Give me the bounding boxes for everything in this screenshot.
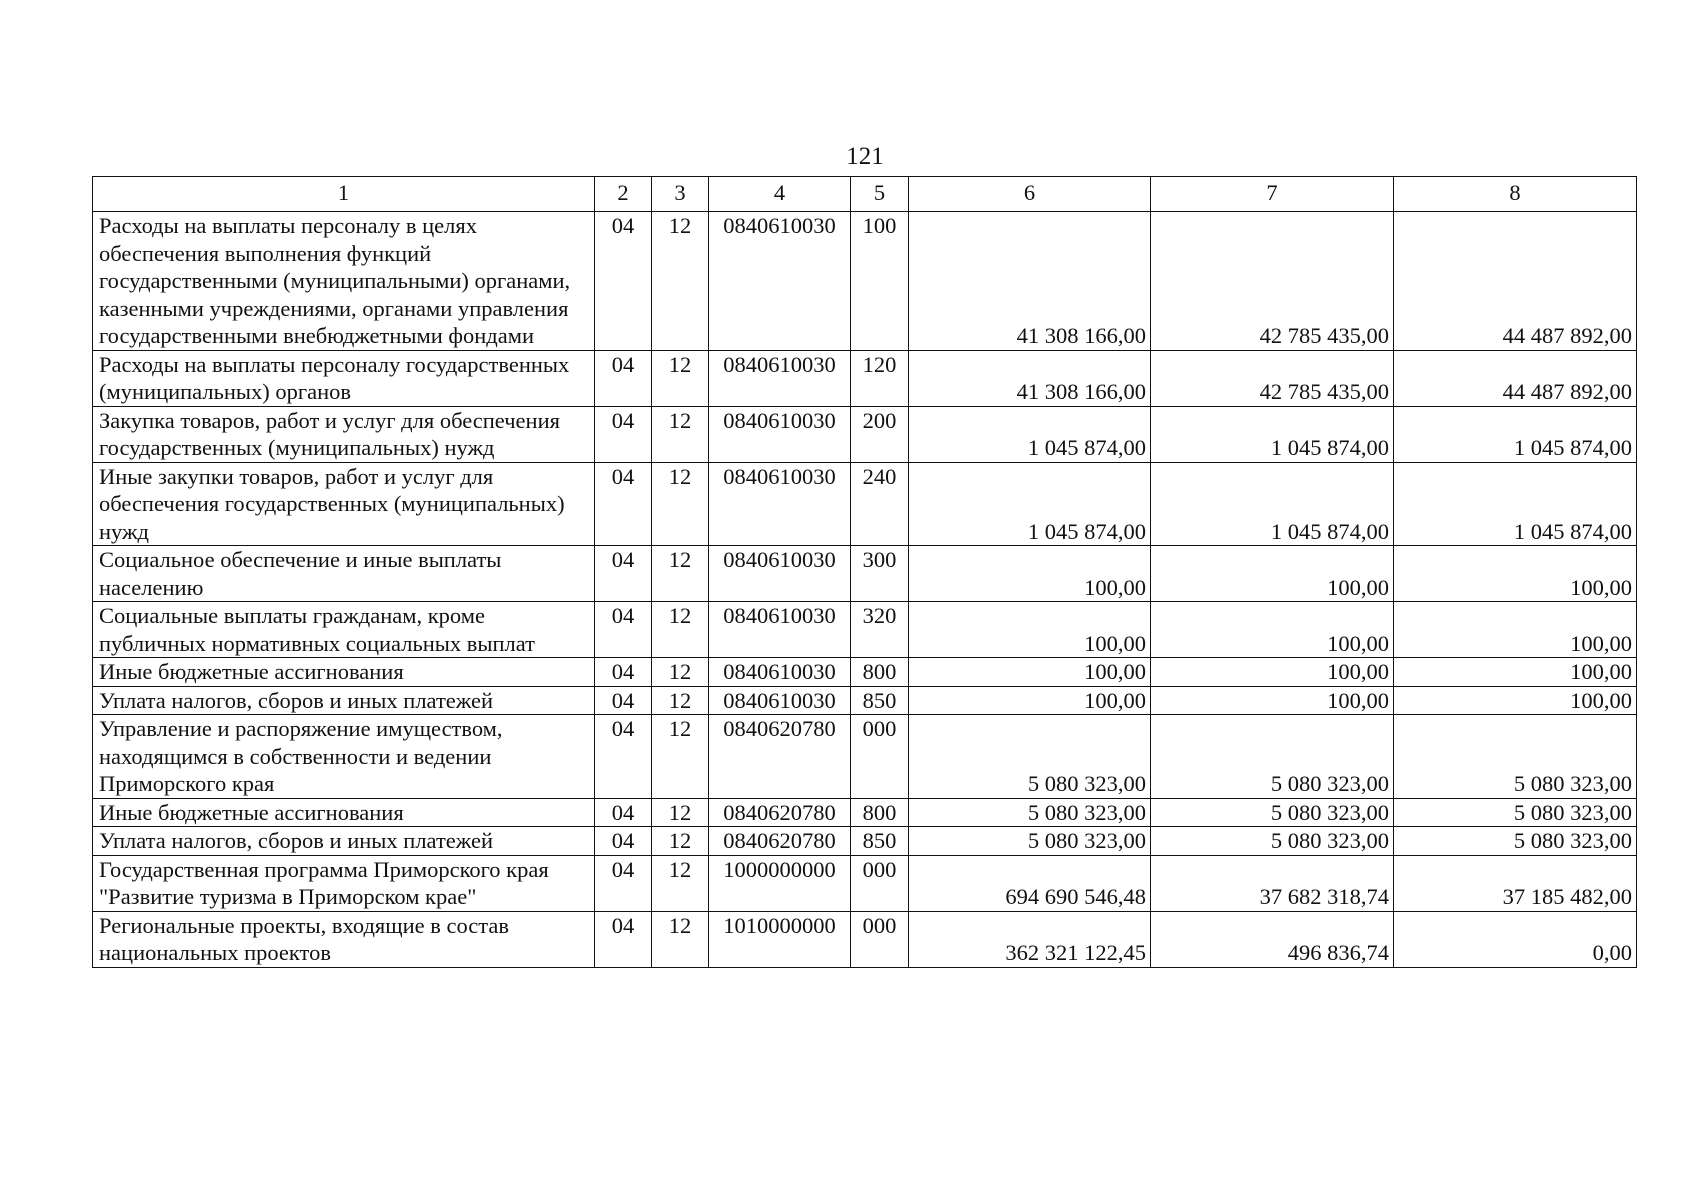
expense-type-code-cell: 300 bbox=[851, 546, 909, 602]
subsection-code-cell: 12 bbox=[652, 798, 709, 827]
table-row bbox=[93, 798, 1637, 827]
table-row bbox=[93, 350, 1637, 406]
target-article-code-cell: 0840610030 bbox=[709, 406, 851, 462]
target-article-code-cell: 0840610030 bbox=[709, 546, 851, 602]
target-article-code-cell: 0840610030 bbox=[709, 658, 851, 687]
row-name-cell: Региональные проекты, входящие в состав национальных проектов bbox=[93, 911, 595, 967]
table-row bbox=[93, 827, 1637, 856]
section-code-cell: 04 bbox=[595, 546, 652, 602]
amount-col8-cell: 0,00 bbox=[1394, 911, 1637, 967]
table-row bbox=[93, 658, 1637, 687]
amount-col8-cell: 1 045 874,00 bbox=[1394, 462, 1637, 546]
subsection-code-cell: 12 bbox=[652, 658, 709, 687]
header-cell: 1 bbox=[93, 177, 595, 212]
amount-col7-cell: 100,00 bbox=[1151, 686, 1394, 715]
amount-col8-cell: 5 080 323,00 bbox=[1394, 798, 1637, 827]
amount-col8-cell: 100,00 bbox=[1394, 602, 1637, 658]
expense-type-code-cell: 000 bbox=[851, 911, 909, 967]
section-code-cell: 04 bbox=[595, 602, 652, 658]
amount-col6-cell: 100,00 bbox=[909, 658, 1151, 687]
budget-table bbox=[92, 176, 1637, 968]
expense-type-code-cell: 240 bbox=[851, 462, 909, 546]
amount-col8-cell: 44 487 892,00 bbox=[1394, 212, 1637, 351]
target-article-code-cell: 0840620780 bbox=[709, 715, 851, 799]
section-code-cell: 04 bbox=[595, 827, 652, 856]
target-article-code-cell: 0840610030 bbox=[709, 350, 851, 406]
amount-col8-cell: 44 487 892,00 bbox=[1394, 350, 1637, 406]
section-code-cell: 04 bbox=[595, 715, 652, 799]
row-name-cell: Иные бюджетные ассигнования bbox=[93, 798, 595, 827]
row-name-cell: Уплата налогов, сборов и иных платежей bbox=[93, 827, 595, 856]
amount-col8-cell: 5 080 323,00 bbox=[1394, 715, 1637, 799]
section-code-cell: 04 bbox=[595, 855, 652, 911]
header-cell: 3 bbox=[652, 177, 709, 212]
expense-type-code-cell: 200 bbox=[851, 406, 909, 462]
table-row bbox=[93, 546, 1637, 602]
amount-col6-cell: 362 321 122,45 bbox=[909, 911, 1151, 967]
header-cell: 4 bbox=[709, 177, 851, 212]
header-row bbox=[93, 177, 1637, 212]
amount-col7-cell: 37 682 318,74 bbox=[1151, 855, 1394, 911]
target-article-code-cell: 0840620780 bbox=[709, 827, 851, 856]
subsection-code-cell: 12 bbox=[652, 602, 709, 658]
row-name-cell: Уплата налогов, сборов и иных платежей bbox=[93, 686, 595, 715]
subsection-code-cell: 12 bbox=[652, 827, 709, 856]
header-cell: 7 bbox=[1151, 177, 1394, 212]
subsection-code-cell: 12 bbox=[652, 212, 709, 351]
row-name-cell: Закупка товаров, работ и услуг для обеспечения государственных (муниципальных) нужд bbox=[93, 406, 595, 462]
target-article-code-cell: 0840610030 bbox=[709, 212, 851, 351]
subsection-code-cell: 12 bbox=[652, 350, 709, 406]
section-code-cell: 04 bbox=[595, 212, 652, 351]
header-cell: 8 bbox=[1394, 177, 1637, 212]
subsection-code-cell: 12 bbox=[652, 686, 709, 715]
amount-col7-cell: 42 785 435,00 bbox=[1151, 212, 1394, 351]
expense-type-code-cell: 320 bbox=[851, 602, 909, 658]
amount-col7-cell: 1 045 874,00 bbox=[1151, 406, 1394, 462]
amount-col7-cell: 5 080 323,00 bbox=[1151, 715, 1394, 799]
amount-col7-cell: 42 785 435,00 bbox=[1151, 350, 1394, 406]
expense-type-code-cell: 800 bbox=[851, 798, 909, 827]
row-name-cell: Иные закупки товаров, работ и услуг для обеспечения государственных (муниципальных) нужд bbox=[93, 462, 595, 546]
amount-col6-cell: 5 080 323,00 bbox=[909, 798, 1151, 827]
section-code-cell: 04 bbox=[595, 658, 652, 687]
subsection-code-cell: 12 bbox=[652, 462, 709, 546]
amount-col8-cell: 5 080 323,00 bbox=[1394, 827, 1637, 856]
row-name-cell: Государственная программа Приморского края "Развитие туризма в Приморском крае" bbox=[93, 855, 595, 911]
amount-col8-cell: 1 045 874,00 bbox=[1394, 406, 1637, 462]
page-number: 121 bbox=[846, 143, 884, 170]
table-row bbox=[93, 212, 1637, 351]
expense-type-code-cell: 000 bbox=[851, 715, 909, 799]
target-article-code-cell: 0840610030 bbox=[709, 686, 851, 715]
table-row bbox=[93, 602, 1637, 658]
amount-col8-cell: 37 185 482,00 bbox=[1394, 855, 1637, 911]
header-cell: 6 bbox=[909, 177, 1151, 212]
row-name-cell: Иные бюджетные ассигнования bbox=[93, 658, 595, 687]
table-row bbox=[93, 462, 1637, 546]
header-cell: 2 bbox=[595, 177, 652, 212]
amount-col7-cell: 100,00 bbox=[1151, 546, 1394, 602]
target-article-code-cell: 0840610030 bbox=[709, 602, 851, 658]
amount-col8-cell: 100,00 bbox=[1394, 658, 1637, 687]
table-row bbox=[93, 686, 1637, 715]
amount-col7-cell: 1 045 874,00 bbox=[1151, 462, 1394, 546]
section-code-cell: 04 bbox=[595, 686, 652, 715]
subsection-code-cell: 12 bbox=[652, 406, 709, 462]
section-code-cell: 04 bbox=[595, 462, 652, 546]
table-row bbox=[93, 911, 1637, 967]
expense-type-code-cell: 850 bbox=[851, 686, 909, 715]
expense-type-code-cell: 000 bbox=[851, 855, 909, 911]
amount-col6-cell: 1 045 874,00 bbox=[909, 462, 1151, 546]
section-code-cell: 04 bbox=[595, 798, 652, 827]
subsection-code-cell: 12 bbox=[652, 855, 709, 911]
amount-col6-cell: 41 308 166,00 bbox=[909, 212, 1151, 351]
section-code-cell: 04 bbox=[595, 911, 652, 967]
header-cell: 5 bbox=[851, 177, 909, 212]
subsection-code-cell: 12 bbox=[652, 911, 709, 967]
amount-col7-cell: 100,00 bbox=[1151, 602, 1394, 658]
amount-col7-cell: 496 836,74 bbox=[1151, 911, 1394, 967]
amount-col7-cell: 5 080 323,00 bbox=[1151, 798, 1394, 827]
expense-type-code-cell: 100 bbox=[851, 212, 909, 351]
row-name-cell: Расходы на выплаты персоналу государственных (муниципальных) органов bbox=[93, 350, 595, 406]
expense-type-code-cell: 120 bbox=[851, 350, 909, 406]
amount-col6-cell: 5 080 323,00 bbox=[909, 715, 1151, 799]
target-article-code-cell: 1010000000 bbox=[709, 911, 851, 967]
amount-col6-cell: 5 080 323,00 bbox=[909, 827, 1151, 856]
target-article-code-cell: 1000000000 bbox=[709, 855, 851, 911]
amount-col6-cell: 100,00 bbox=[909, 546, 1151, 602]
amount-col6-cell: 694 690 546,48 bbox=[909, 855, 1151, 911]
row-name-cell: Социальное обеспечение и иные выплаты населению bbox=[93, 546, 595, 602]
amount-col6-cell: 41 308 166,00 bbox=[909, 350, 1151, 406]
row-name-cell: Социальные выплаты гражданам, кроме публичных нормативных социальных выплат bbox=[93, 602, 595, 658]
amount-col8-cell: 100,00 bbox=[1394, 546, 1637, 602]
subsection-code-cell: 12 bbox=[652, 546, 709, 602]
amount-col6-cell: 100,00 bbox=[909, 686, 1151, 715]
amount-col6-cell: 100,00 bbox=[909, 602, 1151, 658]
table-row bbox=[93, 715, 1637, 799]
expense-type-code-cell: 850 bbox=[851, 827, 909, 856]
amount-col7-cell: 5 080 323,00 bbox=[1151, 827, 1394, 856]
amount-col8-cell: 100,00 bbox=[1394, 686, 1637, 715]
expense-type-code-cell: 800 bbox=[851, 658, 909, 687]
target-article-code-cell: 0840610030 bbox=[709, 462, 851, 546]
section-code-cell: 04 bbox=[595, 406, 652, 462]
subsection-code-cell: 12 bbox=[652, 715, 709, 799]
table-row bbox=[93, 406, 1637, 462]
target-article-code-cell: 0840620780 bbox=[709, 798, 851, 827]
row-name-cell: Управление и распоряжение имуществом, находящимся в собственности и ведении Приморского края bbox=[93, 715, 595, 799]
amount-col6-cell: 1 045 874,00 bbox=[909, 406, 1151, 462]
table-row bbox=[93, 855, 1637, 911]
amount-col7-cell: 100,00 bbox=[1151, 658, 1394, 687]
row-name-cell: Расходы на выплаты персоналу в целях обеспечения выполнения функций государственными (муниципальными) органами, казенными учреждениями, органами управления государственными внебюджетными фондами bbox=[93, 212, 595, 351]
section-code-cell: 04 bbox=[595, 350, 652, 406]
